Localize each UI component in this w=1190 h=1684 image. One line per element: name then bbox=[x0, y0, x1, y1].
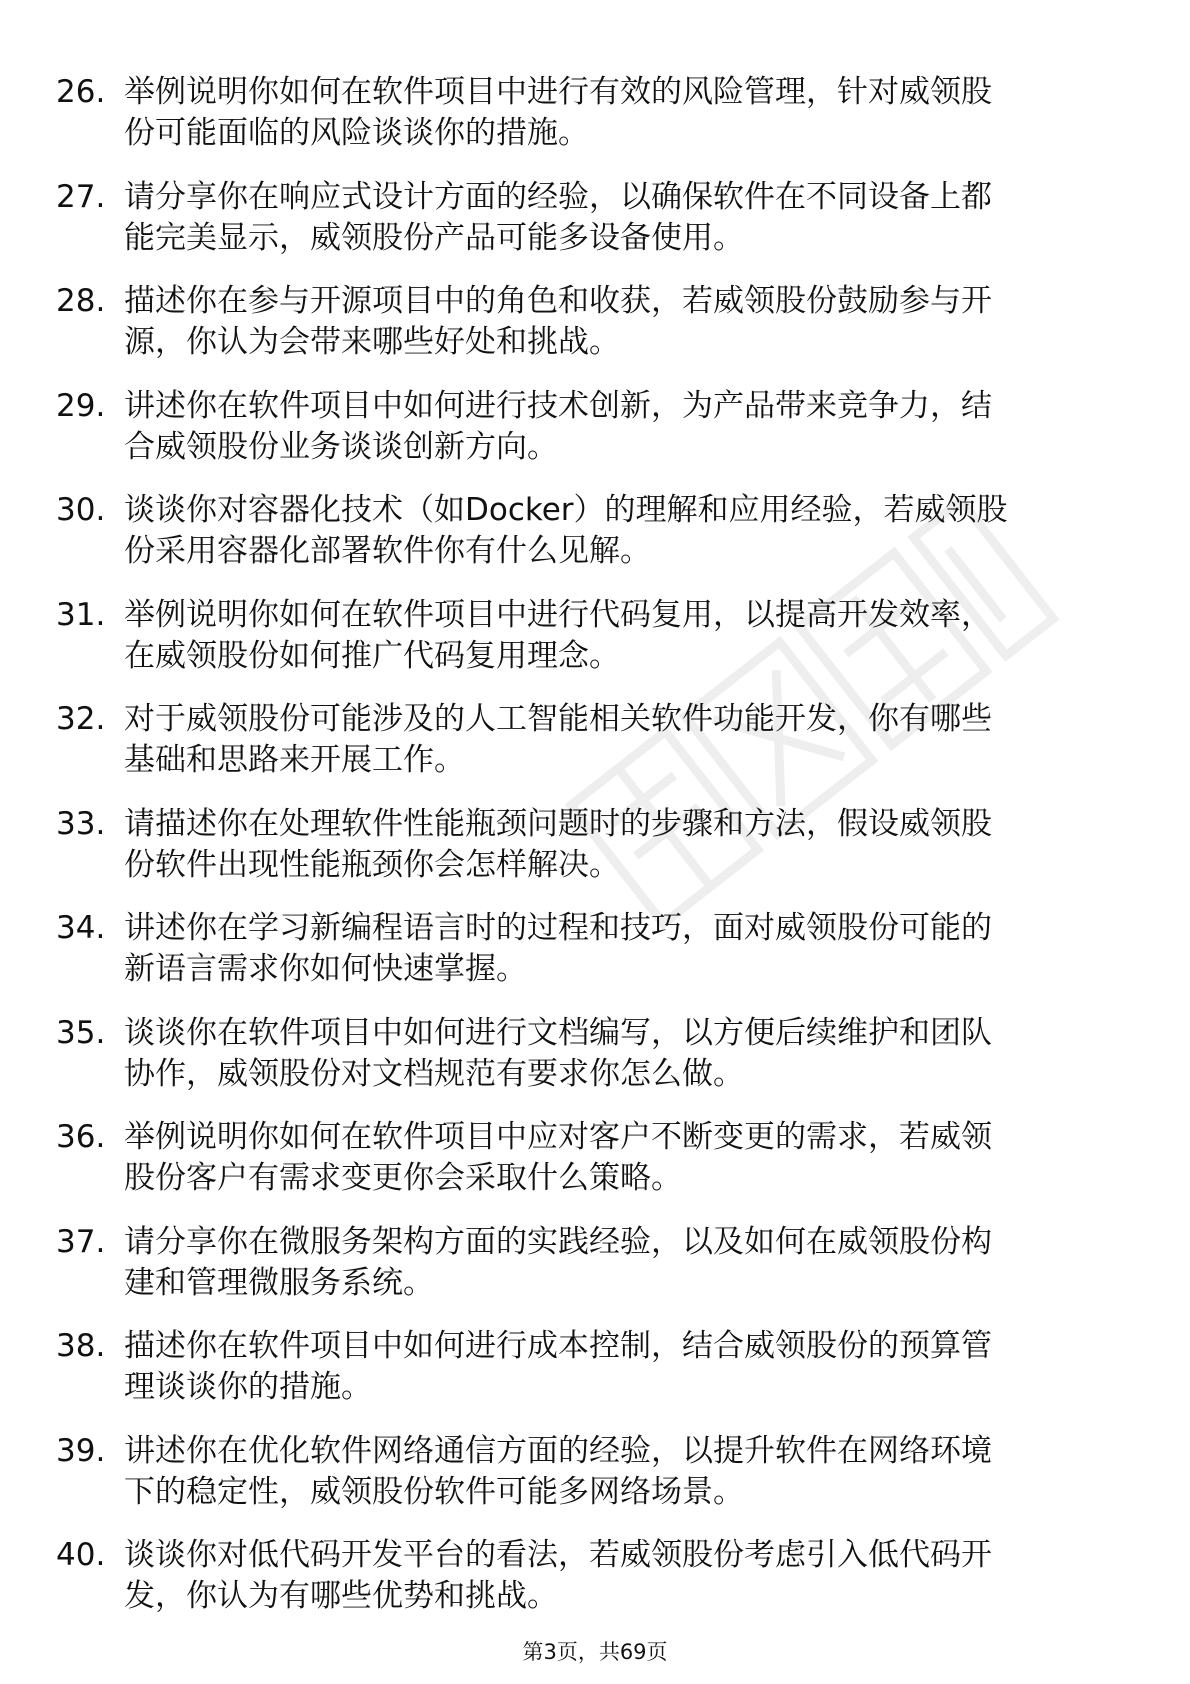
question-number: 33. bbox=[56, 805, 106, 842]
question-item bbox=[56, 1013, 1116, 1118]
question-item bbox=[56, 72, 1116, 177]
question-text-line: 对于威领股份可能涉及的人工智能相关软件功能开发，你有哪些 bbox=[124, 701, 992, 737]
question-number: 29. bbox=[56, 387, 106, 424]
question-item bbox=[56, 1117, 1116, 1222]
question-text bbox=[124, 1013, 1114, 1095]
question-text-line: 举例说明你如何在软件项目中应对客户不断变更的需求，若威领 bbox=[124, 1119, 992, 1155]
question-number: 28. bbox=[56, 283, 106, 319]
page-footer: 第3页，共69页 bbox=[522, 1640, 668, 1664]
question-item bbox=[56, 490, 1116, 595]
question-number: 30. bbox=[56, 492, 106, 528]
question-text-line: 举例说明你如何在软件项目中进行有效的风险管理，针对威领股 bbox=[124, 74, 992, 110]
question-text bbox=[124, 699, 1114, 781]
question-text-line: 讲述你在学习新编程语言时的过程和技巧，面对威领股份可能的 bbox=[124, 910, 992, 946]
question-text bbox=[124, 1535, 1114, 1617]
question-text bbox=[124, 1326, 1114, 1408]
question-item bbox=[56, 177, 1116, 282]
question-number: 31. bbox=[56, 596, 106, 633]
question-text bbox=[124, 386, 1114, 468]
question-item bbox=[56, 386, 1116, 491]
question-item bbox=[56, 1326, 1116, 1431]
question-text bbox=[124, 177, 1114, 259]
question-item bbox=[56, 908, 1116, 1013]
question-text-line: 协作，威领股份对文档规范有要求你怎么做。 bbox=[124, 1055, 744, 1092]
question-number: 34. bbox=[56, 910, 106, 946]
question-number: 40. bbox=[56, 1537, 106, 1573]
question-text bbox=[124, 281, 1114, 363]
question-text bbox=[124, 1117, 1114, 1199]
question-text-line: 描述你在参与开源项目中的角色和收获，若威领股份鼓励参与开 bbox=[124, 283, 992, 319]
question-text bbox=[124, 595, 1114, 677]
question-text-line: 股份客户有需求变更你会采取什么策略。 bbox=[124, 1160, 682, 1196]
question-item bbox=[56, 804, 1116, 909]
question-item bbox=[56, 595, 1116, 700]
question-list bbox=[56, 72, 1116, 1640]
question-number: 36. bbox=[56, 1119, 106, 1155]
question-text-line: 发，你认为有哪些优势和挑战。 bbox=[124, 1578, 558, 1614]
question-number: 26. bbox=[56, 74, 106, 110]
question-item bbox=[56, 1535, 1116, 1640]
question-item bbox=[56, 699, 1116, 804]
question-text-line: 讲述你在软件项目中如何进行技术创新，为产品带来竞争力，结 bbox=[124, 387, 992, 424]
question-text-line: 合威领股份业务谈谈创新方向。 bbox=[124, 428, 558, 465]
question-text-line: 份可能面临的风险谈谈你的措施。 bbox=[124, 115, 589, 151]
question-text-line: 理谈谈你的措施。 bbox=[124, 1369, 372, 1405]
question-text-line: 描述你在软件项目中如何进行成本控制，结合威领股份的预算管 bbox=[124, 1328, 992, 1364]
question-text-line: 新语言需求你如何快速掌握。 bbox=[124, 951, 527, 987]
question-text-line: 谈谈你在软件项目中如何进行文档编写，以方便后续维护和团队 bbox=[124, 1014, 992, 1051]
question-text-line: 谈谈你对低代码开发平台的看法，若威领股份考虑引入低代码开 bbox=[124, 1537, 992, 1573]
question-text bbox=[124, 804, 1114, 886]
question-number: 27. bbox=[56, 178, 106, 215]
question-number: 37. bbox=[56, 1223, 106, 1260]
question-text bbox=[124, 1222, 1114, 1304]
question-text-line: 请分享你在响应式设计方面的经验，以确保软件在不同设备上都 bbox=[124, 178, 992, 215]
question-text-line: 请描述你在处理软件性能瓶颈问题时的步骤和方法，假设威领股 bbox=[124, 805, 992, 842]
question-number: 39. bbox=[56, 1432, 106, 1469]
question-text-line: 建和管理微服务系统。 bbox=[124, 1264, 434, 1301]
question-text bbox=[124, 1431, 1114, 1513]
question-text-line: 在威领股份如何推广代码复用理念。 bbox=[124, 637, 620, 674]
question-text-line: 份软件出现性能瓶颈你会怎样解决。 bbox=[124, 846, 620, 883]
question-text-line: 源，你认为会带来哪些好处和挑战。 bbox=[124, 324, 620, 360]
question-text-line: 请分享你在微服务架构方面的实践经验，以及如何在威领股份构 bbox=[124, 1223, 992, 1260]
question-text-line: 份采用容器化部署软件你有什么见解。 bbox=[124, 533, 651, 569]
question-text-line: 讲述你在优化软件网络通信方面的经验，以提升软件在网络环境 bbox=[124, 1432, 992, 1469]
question-text-line: 能完美显示，威领股份产品可能多设备使用。 bbox=[124, 219, 744, 256]
question-text bbox=[124, 490, 1114, 572]
question-item bbox=[56, 1431, 1116, 1536]
question-item bbox=[56, 1222, 1116, 1327]
question-number: 35. bbox=[56, 1014, 106, 1051]
question-text bbox=[124, 908, 1114, 990]
question-text bbox=[124, 72, 1114, 154]
question-item bbox=[56, 281, 1116, 386]
question-text-line: 下的稳定性，威领股份软件可能多网络场景。 bbox=[124, 1473, 744, 1510]
question-number: 38. bbox=[56, 1328, 106, 1364]
question-text-line: 谈谈你对容器化技术（如Docker）的理解和应用经验，若威领股 bbox=[124, 492, 1008, 528]
question-number: 32. bbox=[56, 701, 106, 737]
question-text-line: 举例说明你如何在软件项目中进行代码复用，以提高开发效率， bbox=[124, 596, 992, 633]
question-text-line: 基础和思路来开展工作。 bbox=[124, 742, 465, 778]
